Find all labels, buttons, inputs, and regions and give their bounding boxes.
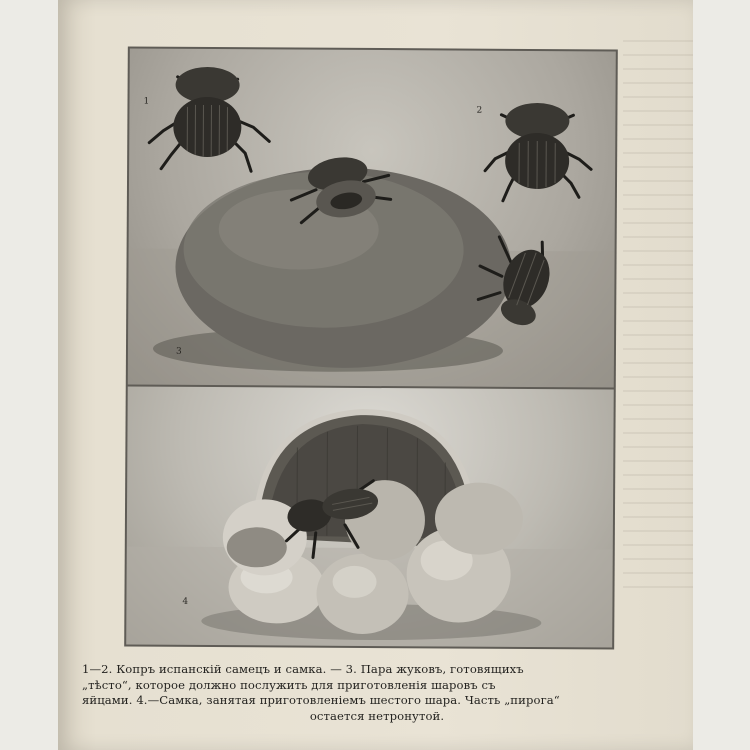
figure-label-4: 4 [182, 596, 189, 607]
photo-beetles-and-dough [128, 49, 616, 388]
figure-label-3: 3 [175, 346, 182, 357]
figure-plate [124, 47, 618, 650]
photo-bottom-drawing [126, 387, 614, 648]
photo-female-making-ball [126, 387, 614, 648]
caption-line-3: яйцами. 4.—Самка, занятая приготовленіемъ шестого шара. Часть „пирога“ [82, 693, 560, 707]
figure-label-2: 2 [476, 105, 483, 116]
figure-label-1: 1 [143, 96, 150, 107]
beetle-1 [149, 67, 270, 172]
beetle-2 [485, 103, 592, 202]
figure-caption [82, 662, 672, 724]
bleed-through-text [623, 40, 693, 600]
caption-line-2: „тѣсто“, которое должно послужить для приготовленія шаровъ съ [82, 677, 496, 692]
caption-line-4: остается нетронутой. [309, 708, 445, 723]
caption-line-1: 1—2. Копръ испанскій самецъ и самка. — 3. Пара жуковъ, готовящихъ [82, 662, 524, 676]
photo-top-drawing [128, 49, 616, 388]
